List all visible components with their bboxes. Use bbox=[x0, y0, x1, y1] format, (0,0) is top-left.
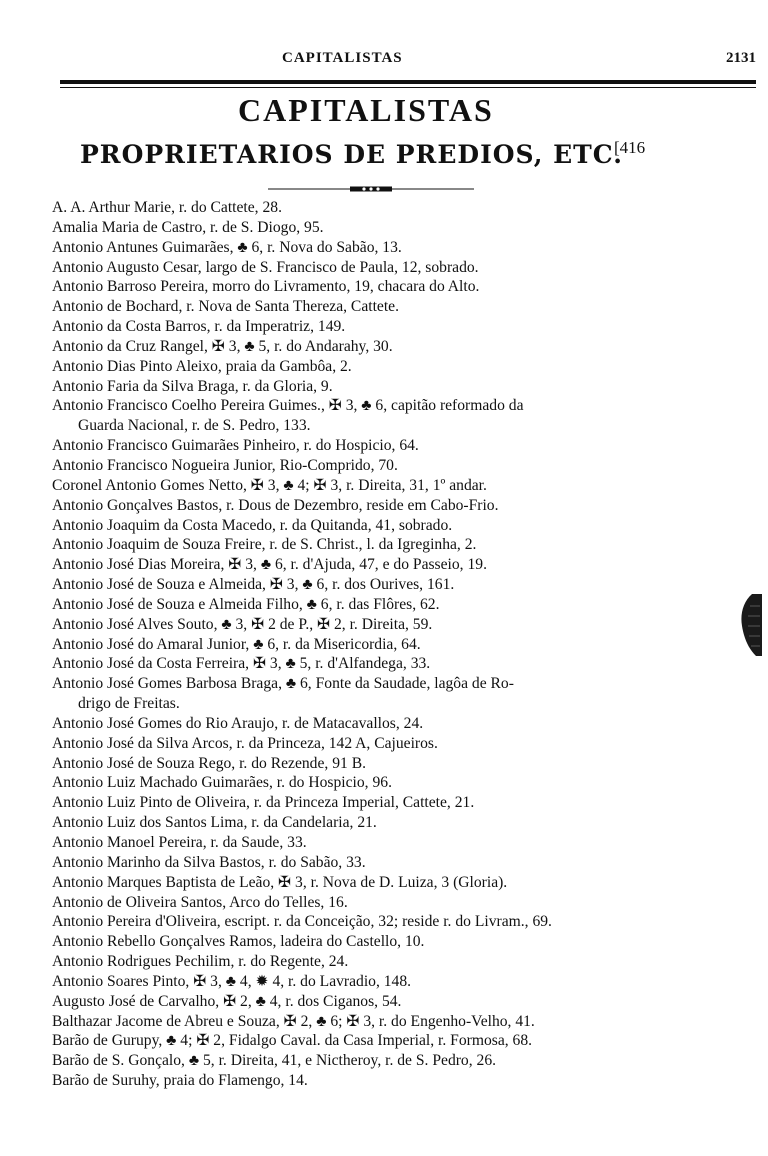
directory-entry: Coronel Antonio Gomes Netto, ✠ 3, ♣ 4; ✠ 3, r. Direita, 31, 1º andar. bbox=[52, 476, 487, 494]
directory-entry: Antonio Luiz Pinto de Oliveira, r. da Princeza Imperial, Cattete, 21. bbox=[52, 794, 475, 812]
directory-entry: Antonio Antunes Guimarães, ♣ 6, r. Nova do Sabão, 13. bbox=[52, 238, 402, 256]
directory-entry: Antonio Marinho da Silva Bastos, r. do Sabão, 33. bbox=[52, 853, 366, 871]
directory-entry: Antonio Francisco Guimarães Pinheiro, r. do Hospicio, 64. bbox=[52, 437, 419, 455]
directory-entry: Barão de Suruhy, praia do Flamengo, 14. bbox=[52, 1072, 308, 1090]
directory-entry: Antonio Pereira d'Oliveira, escript. r. da Conceição, 32; reside r. do Livram., 69. bbox=[52, 913, 552, 931]
directory-entry: Antonio Joaquim de Souza Freire, r. de S. Christ., l. da Igreginha, 2. bbox=[52, 536, 477, 554]
head-rule-thick bbox=[60, 80, 756, 84]
entry-continuation: Guarda Nacional, r. de S. Pedro, 133. bbox=[78, 417, 311, 435]
directory-entry: Antonio José de Souza Rego, r. do Rezende, 91 B. bbox=[52, 754, 366, 772]
directory-entry: A. A. Arthur Marie, r. do Cattete, 28. bbox=[52, 199, 282, 216]
directory-entry: Antonio da Costa Barros, r. da Imperatriz, 149. bbox=[52, 318, 346, 336]
directory-entry: Antonio José de Souza e Almeida, ✠ 3, ♣ 6, r. dos Ourives, 161. bbox=[52, 576, 455, 594]
section-title: CAPITALISTAS bbox=[238, 92, 494, 128]
running-head bbox=[0, 50, 768, 74]
directory-entry: Amalia Maria de Castro, r. de S. Diogo, 95. bbox=[52, 218, 324, 236]
directory-entry: Antonio Luiz Machado Guimarães, r. do Hospicio, 96. bbox=[52, 774, 392, 792]
entry-continuation: drigo de Freitas. bbox=[78, 695, 180, 713]
directory-entry: Antonio José Gomes Barbosa Braga, ♣ 6, Fonte da Saudade, lagôa de Ro- bbox=[52, 675, 514, 693]
directory-entry: Antonio Faria da Silva Braga, r. da Gloria, 9. bbox=[52, 377, 333, 395]
directory-entry: Antonio José da Silva Arcos, r. da Princeza, 142 A, Cajueiros. bbox=[52, 734, 438, 752]
directory-entry: Antonio da Cruz Rangel, ✠ 3, ♣ 5, r. do Andarahy, 30. bbox=[52, 337, 393, 355]
section-subtitle: PROPRIETARIOS DE PREDIOS, ETC. bbox=[80, 140, 623, 169]
page-number: 2131 bbox=[726, 50, 756, 66]
directory-entry: Antonio José Gomes do Rio Araujo, r. de Matacavallos, 24. bbox=[52, 714, 424, 732]
directory-entry: Balthazar Jacome de Abreu e Souza, ✠ 2, ♣ 6; ✠ 3, r. do Engenho-Velho, 41. bbox=[52, 1012, 535, 1030]
ornament-divider bbox=[268, 186, 474, 192]
directory-entry: Antonio José Alves Souto, ♣ 3, ✠ 2 de P., ✠ 2, r. Direita, 59. bbox=[52, 615, 433, 633]
directory-entry: Antonio Barroso Pereira, morro do Livramento, 19, chacara do Alto. bbox=[52, 278, 480, 296]
directory-entry: Antonio José de Souza e Almeida Filho, ♣ 6, r. das Flôres, 62. bbox=[52, 595, 440, 613]
directory-entry: Augusto José de Carvalho, ✠ 2, ♣ 4, r. dos Ciganos, 54. bbox=[52, 992, 402, 1010]
page-edge-stain bbox=[738, 592, 764, 658]
running-title: CAPITALISTAS bbox=[282, 50, 403, 66]
directory-entry: Antonio Rodrigues Pechilim, r. do Regente, 24. bbox=[52, 953, 349, 971]
directory-entry: Antonio Soares Pinto, ✠ 3, ♣ 4, ✹ 4, r. do Lavradio, 148. bbox=[52, 972, 412, 990]
directory-entry: Antonio de Oliveira Santos, Arco do Telles, 16. bbox=[52, 893, 348, 911]
directory-entry: Antonio José Dias Moreira, ✠ 3, ♣ 6, r. d'Ajuda, 47, e do Passeio, 19. bbox=[52, 556, 487, 574]
directory-entry: Antonio José do Amaral Junior, ♣ 6, r. da Misericordia, 64. bbox=[52, 635, 421, 653]
head-rule-thin bbox=[60, 87, 756, 88]
directory-entry: Antonio Marques Baptista de Leão, ✠ 3, r. Nova de D. Luiza, 3 (Gloria). bbox=[52, 873, 508, 891]
directory-entry: Antonio José da Costa Ferreira, ✠ 3, ♣ 5, r. d'Alfandega, 33. bbox=[52, 655, 431, 673]
directory-entry: Antonio Augusto Cesar, largo de S. Francisco de Paula, 12, sobrado. bbox=[52, 258, 479, 276]
directory-entry: Antonio Francisco Coelho Pereira Guimes., ✠ 3, ♣ 6, capitão reformado da bbox=[52, 397, 524, 415]
directory-entry: Barão de S. Gonçalo, ♣ 5, r. Direita, 41, e Nictheroy, r. de S. Pedro, 26. bbox=[52, 1052, 497, 1070]
directory-entry: Antonio de Bochard, r. Nova de Santa Thereza, Cattete. bbox=[52, 298, 399, 316]
reference-number: [416 bbox=[614, 138, 646, 157]
directory-entry: Antonio Luiz dos Santos Lima, r. da Candelaria, 21. bbox=[52, 814, 377, 832]
directory-entry: Barão de Gurupy, ♣ 4; ✠ 2, Fidalgo Caval. da Casa Imperial, r. Formosa, 68. bbox=[52, 1032, 533, 1050]
directory-entry: Antonio Francisco Nogueira Junior, Rio-Comprido, 70. bbox=[52, 456, 398, 474]
directory-entry: Antonio Rebello Gonçalves Ramos, ladeira do Castello, 10. bbox=[52, 933, 425, 951]
directory-entry: Antonio Joaquim da Costa Macedo, r. da Quitanda, 41, sobrado. bbox=[52, 516, 453, 534]
directory-entry: Antonio Gonçalves Bastos, r. Dous de Dezembro, reside em Cabo-Frio. bbox=[52, 496, 499, 514]
directory-entry: Antonio Dias Pinto Aleixo, praia da Gambôa, 2. bbox=[52, 357, 352, 375]
entry-list bbox=[52, 198, 712, 1091]
directory-entry: Antonio Manoel Pereira, r. da Saude, 33. bbox=[52, 834, 307, 851]
